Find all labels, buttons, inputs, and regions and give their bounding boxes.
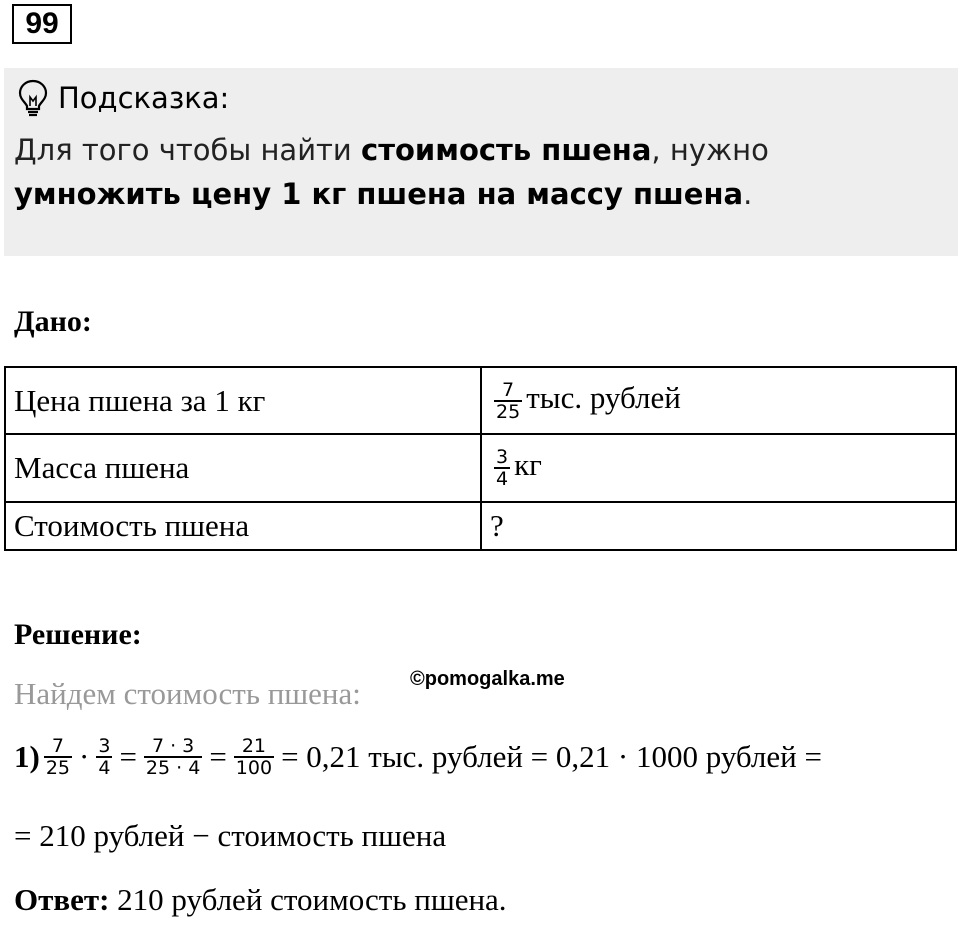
lightbulb-icon (18, 79, 48, 117)
answer: Ответ: 210 рублей стоимость пшена. (14, 882, 507, 917)
fraction: $\frac{7}{25}$ (496, 378, 521, 423)
solution-title: Решение: (14, 618, 142, 651)
multiply-sign: · (79, 739, 90, 774)
task-number: 99 (12, 4, 72, 44)
hint-text: Для того чтобы найти стоимость пшена, нужно умножить цену 1 кг пшена на массу пшена. (14, 133, 769, 211)
hint-header (18, 78, 229, 118)
equation-tail: = 0,21 тыс. рублей = 0,21 · 1000 рублей = (281, 739, 822, 774)
solution-intro: Найдем стоимость пшена: (14, 676, 361, 711)
given-title: Дано: (14, 305, 92, 338)
given-value: $\frac{7}{25}$ тыс. рублей (481, 367, 956, 434)
step-label: 1) (14, 739, 40, 774)
given-label: Масса пшена (5, 434, 481, 502)
hint-box (4, 68, 958, 256)
given-value: $\frac{3}{4}$ кг (481, 434, 956, 502)
watermark: ©pomogalka.me (410, 668, 565, 690)
table-row (5, 367, 956, 434)
given-value: ? (481, 502, 956, 550)
given-label: Цена пшена за 1 кг (5, 367, 481, 434)
equals-sign: = (119, 739, 137, 774)
fraction: $\frac{7}{25}$ (45, 735, 71, 779)
solution-step-1 (14, 736, 825, 778)
fraction: $\frac{21}{100}$ (235, 735, 273, 779)
equals-sign: = (209, 739, 227, 774)
fraction: $\frac{7 \cdot 3}{25 \cdot 4}$ (145, 735, 201, 779)
solution-step-1-continued: = 210 рублей − стоимость пшена (14, 818, 447, 853)
table-row (5, 434, 956, 502)
fraction: $\frac{3}{4}$ (496, 446, 509, 490)
given-table (4, 366, 957, 551)
hint-title: Подсказка: (58, 81, 230, 115)
table-row (5, 502, 956, 550)
fraction: $\frac{3}{4}$ (98, 735, 111, 779)
given-label: Стоимость пшена (5, 502, 481, 550)
